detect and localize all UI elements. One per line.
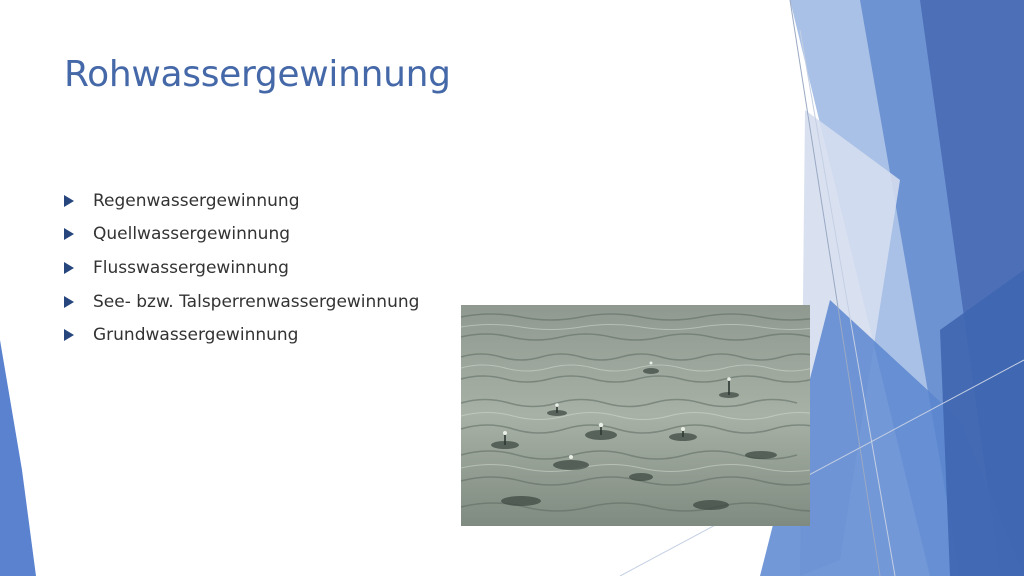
bullet-text: Regenwassergewinnung [93,190,300,211]
bullet-text: Grundwassergewinnung [93,325,299,346]
triangle-right-icon [64,296,74,308]
deco-shape-left [0,340,36,576]
bullet-item [64,318,419,352]
bullet-item [64,251,419,285]
triangle-right-icon [64,195,74,207]
bullet-text: See- bzw. Talsperrenwassergewinnung [93,291,420,312]
bullet-item [64,184,419,218]
bullet-list [64,184,419,352]
triangle-right-icon [64,329,74,341]
slide-title: Rohwassergewinnung [64,54,451,95]
triangle-right-icon [64,262,74,274]
rain-on-water-photo [461,305,810,526]
bullet-text: Flusswassergewinnung [93,257,289,278]
bullet-text: Quellwassergewinnung [93,224,291,245]
bullet-item [64,285,419,319]
triangle-right-icon [64,228,74,240]
bullet-item [64,218,419,252]
photo-drawing [461,305,810,526]
